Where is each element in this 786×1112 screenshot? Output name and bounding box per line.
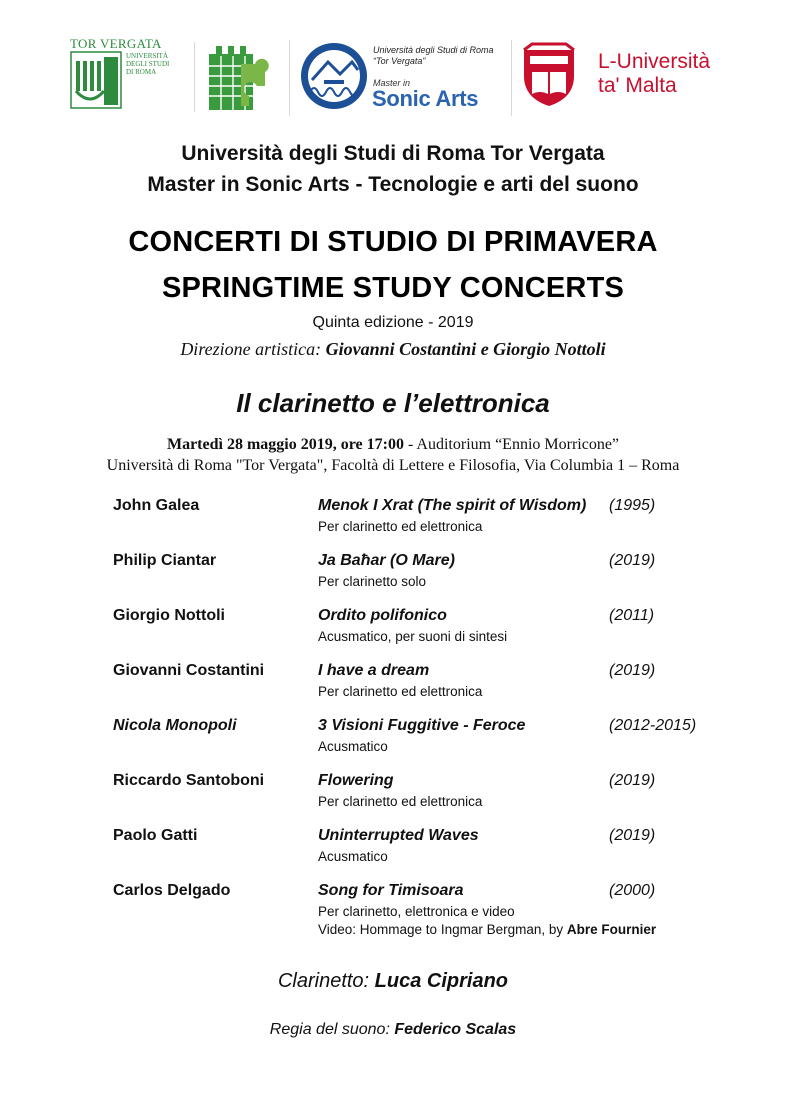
program-item (0, 607, 786, 657)
tor-vergata-name: TOR VERGATA (70, 36, 162, 51)
program-item (0, 552, 786, 602)
concert-title-english: SPRINGTIME STUDY CONCERTS (161, 272, 625, 304)
malta-name-line: ta' Malta (598, 74, 677, 97)
work-title: Uninterrupted Waves (318, 827, 479, 844)
work-title: Ordito polifonico (318, 607, 447, 624)
work-instrumentation: Acusmatico (318, 739, 388, 754)
composer-name: Paolo Gatti (113, 827, 198, 844)
tor-vergata-sub-line: UNIVERSITÀ (126, 52, 168, 60)
work-title: Flowering (318, 772, 394, 789)
master-heading: Master in Sonic Arts - Tecnologie e arti del suono (147, 173, 639, 196)
logo-divider (194, 42, 195, 112)
tor-vergata-emblem-icon (70, 51, 124, 111)
direction-label: Direzione artistica: (180, 339, 322, 359)
logo-header (0, 0, 786, 130)
tower-puzzle-logo-icon (207, 44, 275, 112)
program-item (0, 662, 786, 712)
composer-name: Philip Ciantar (113, 552, 217, 569)
work-title: Menok I Xrat (The spirit of Wisdom) (318, 497, 587, 514)
sound-direction (0, 1021, 786, 1039)
work-year: (2019) (609, 772, 656, 789)
work-year: (2000) (609, 882, 656, 899)
work-instrumentation: Per clarinetto ed elettronica (318, 519, 483, 534)
malta-university-name (598, 50, 710, 98)
sonic-arts-master-label: Master in (373, 78, 411, 88)
event-venue: - Auditorium “Ennio Morricone” (403, 436, 620, 453)
program-item (0, 882, 786, 952)
work-year: (2019) (609, 662, 656, 679)
work-title: I have a dream (318, 662, 430, 679)
work-instrumentation: Acusmatico (318, 849, 388, 864)
video-credit-author: Abre Fournier (566, 922, 657, 937)
composer-name: Giorgio Nottoli (113, 607, 225, 624)
clarinet-label: Clarinetto: (277, 970, 370, 992)
program-item (0, 717, 786, 767)
tor-vergata-subtitle (126, 52, 169, 76)
sonic-arts-emblem-icon (300, 40, 370, 112)
malta-crest-icon (518, 42, 580, 108)
work-title: 3 Visioni Fuggitive - Feroce (318, 717, 526, 734)
composer-name: Giovanni Costantini (113, 662, 265, 679)
work-instrumentation: Per clarinetto, elettronica e video (318, 904, 515, 919)
work-year: (2019) (609, 827, 656, 844)
tor-vergata-sub-line: DEGLI STUDI (126, 60, 170, 68)
event-date: Martedì 28 maggio 2019, ore 17:00 (166, 436, 404, 453)
concert-title-italian: CONCERTI DI STUDIO DI PRIMAVERA (128, 226, 658, 258)
clarinet-performer (0, 970, 786, 993)
work-instrumentation: Per clarinetto ed elettronica (318, 794, 483, 809)
event-address: Università di Roma "Tor Vergata", Facoltà di Lettere e Filosofia, Via Columbia 1 – Roma (106, 457, 680, 474)
malta-university-logo (518, 42, 733, 112)
tor-vergata-sub-line: DI ROMA (126, 68, 157, 76)
composer-name: John Galea (113, 497, 200, 514)
program-item (0, 772, 786, 822)
sonic-arts-university (373, 45, 494, 67)
direction-names: Giovanni Costantini e Giorgio Nottoli (325, 339, 606, 359)
work-year: (2019) (609, 552, 656, 569)
concert-subtitle: Il clarinetto e l’elettronica (236, 388, 550, 418)
clarinet-name: Luca Cipriano (374, 970, 509, 992)
tor-vergata-logo (70, 36, 184, 116)
composer-name: Carlos Delgado (113, 882, 231, 899)
program-item (0, 827, 786, 877)
video-credit-text: Video: Hommage to Ingmar Bergman, by (318, 922, 567, 937)
work-year: (2011) (609, 607, 655, 624)
sonic-arts-title: Sonic Arts (372, 86, 479, 111)
program-item (0, 497, 786, 547)
sonic-arts-logo (300, 40, 505, 116)
sonic-arts-university-line: Università degli Studi di Roma (373, 45, 494, 55)
work-year: (2012-2015) (609, 717, 697, 734)
video-credit (318, 922, 656, 937)
work-title: Ja Baħar (O Mare) (318, 552, 455, 569)
logo-divider (289, 40, 290, 116)
composer-name: Riccardo Santoboni (113, 772, 265, 789)
work-title: Song for Timisoara (318, 882, 464, 899)
event-date-line (0, 436, 786, 454)
composer-name: Nicola Monopoli (113, 717, 237, 734)
sound-direction-name: Federico Scalas (394, 1021, 517, 1038)
sound-direction-label: Regia del suono: (269, 1021, 390, 1038)
edition-label: Quinta edizione - 2019 (312, 314, 474, 331)
sonic-arts-university-line: “Tor Vergata” (373, 56, 426, 66)
malta-name-line: L-Università (598, 50, 711, 73)
work-instrumentation: Acusmatico, per suoni di sintesi (318, 629, 508, 644)
logo-divider (511, 40, 512, 116)
work-instrumentation: Per clarinetto ed elettronica (318, 684, 483, 699)
work-year: (1995) (609, 497, 656, 514)
work-instrumentation: Per clarinetto solo (318, 574, 427, 589)
university-heading: Università degli Studi di Roma Tor Vergata (181, 142, 605, 165)
artistic-direction (0, 339, 786, 360)
